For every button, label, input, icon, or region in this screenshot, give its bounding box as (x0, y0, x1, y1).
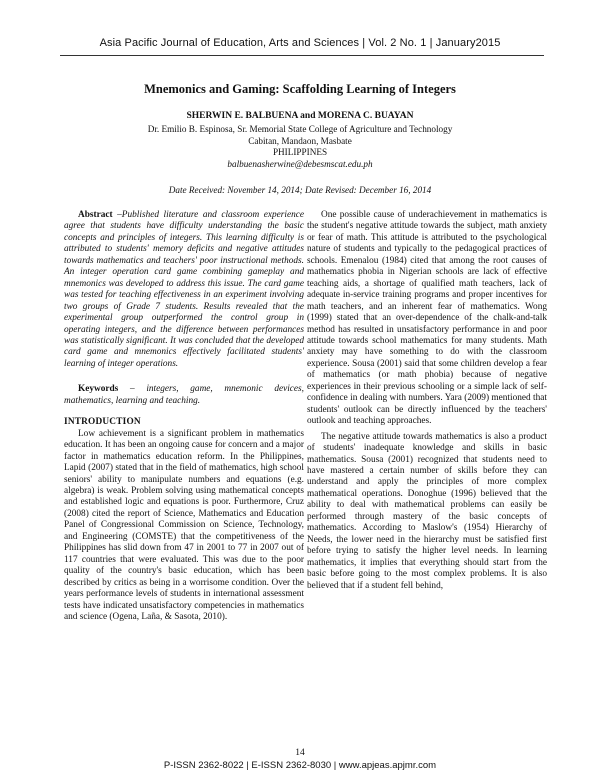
header-rule (60, 55, 544, 56)
keywords (64, 384, 304, 407)
affiliation-block (40, 124, 560, 170)
abstract-label: Abstract (78, 210, 113, 220)
submission-dates: Date Received: November 14, 2014; Date Revised: December 16, 2014 (168, 185, 432, 195)
introduction-paragraph-3: The negative attitude towards mathematics is also a product of students' inadequate knowledge and skills in basic mathematics. Sousa (2001) recognized that students need to have mastered a certain number of skills before they can understand and apply the principles of more complex mathematical operations. Donoghue (1996) believed that the ability to deal with mathematical problems can easily be performed through mastery of the basic concepts of mathematics. According to Maslow's (1954) Hierarchy of Needs, the lower need in the hierarchy must be satisfied first before trying to satisfy the higher level needs. In learning mathematics, it implies that everything should start from the basic before going to the most complex problems. It is also believed that if a student fell behind, (307, 431, 547, 591)
paper-title: Mnemonics and Gaming: Scaffolding Learning of Integers (144, 82, 456, 96)
keywords-text: – integers, game, mnemonic devices, mathematics, learning and teaching. (64, 384, 304, 406)
affiliation-line-country: PHILIPPINES (272, 147, 328, 158)
footer-issn: P-ISSN 2362-8022 | E-ISSN 2362-8030 | www.apjeas.apjmr.com (163, 760, 437, 771)
introduction-heading: INTRODUCTION (64, 417, 141, 428)
affiliation-line-address: Cabitan, Mandaon, Masbate (248, 135, 352, 146)
introduction-paragraph-2: One possible cause of underachievement in mathematics is the student's negative attitude towards the subject, math anxiety or fear of math. This attitude is attributed to the psychological nature of students and typically to the pedagogical practices of schools. Emenalou (1984) cited that among the root causes of mathematics phobia in Nigerian schools are lack of effective teaching aids, a shortage of qualified math teachers, lack of adequate in-service training programs and proper incentives for math teachers, and an inherent fear of mathematics. Wong (1999) stated that an over-dependence of the chalk-and-talk method has resulted in unsatisfactory performance in and poor attitude towards school mathematics for many students. Math anxiety may have something to do with the classroom experience. Sousa (2001) said that some children develop a fear of mathematics (or math phobia) because of negative experiences in their previous schooling or a simple lack of self-confidence in dealing with numbers. Yara (2009) mentioned that students' outlook can be directly influenced by the teachers' outlook and teaching approaches. (307, 210, 547, 427)
keywords-label: Keywords (78, 384, 119, 395)
right-column (307, 210, 547, 592)
author-email: balbuenasherwine@debesmscat.edu.ph (227, 158, 373, 169)
page-number: 14 (295, 748, 305, 758)
affiliation-line-institution: Dr. Emilio B. Espinosa, Sr. Memorial State College of Agriculture and Technology (147, 124, 453, 134)
abstract (64, 210, 304, 370)
abstract-text: –Published literature and classroom experience agree that students have difficulty understanding the basic concepts and principles of integers. This learning difficulty is attributed to students' memory deficits and negative attitudes towards mathematics and teachers' poor instructional methods. An integer operation card game combining gameplay and mnemonics was developed to address this issue. The card game was tested for teaching effectiveness in an experiment involving two groups of Grade 7 students. Results revealed that the experimental group outperformed the control group in operating integers, and the difference between performances was statistically significant. It was concluded that the developed card game and mnemonics effectively facilitated students' learning of integer operations. (64, 210, 304, 369)
authors: SHERWIN E. BALBUENA and MORENA C. BUAYAN (186, 111, 414, 121)
running-head: Asia Pacific Journal of Education, Arts and Sciences | Vol. 2 No. 1 | January2015 (99, 37, 501, 49)
left-column (64, 210, 304, 623)
introduction-paragraph-1: Low achievement is a significant problem in mathematics education. It has been an ongoing cause for concern and a major factor in mathematics education reform. In the Philippines, Lapid (2007) stated that in the field of mathematics, high school seniors' ability to manipulate numbers and equations (e.g. algebra) is weak. Problem solving using mathematical concepts and established logic and equations is poor. Furthermore, Cruz (2008) cited the report of Science, Mathematics and Education Panel of Congressional Commission on Science, Technology, and Engineering (COMSTE) that the competitiveness of the Philippines has slid down from 47 in 2001 to 77 in 2007 out of 117 countries that were evaluated. This was due to the poor quality of the country's basic education, which has been described by critics as being in a worrisome condition. Over the years performance levels of students in international assessment tests have indicated unsatisfactory competencies in mathematics and science (Ogena, Laña, & Sasota, 2010). (64, 428, 304, 622)
